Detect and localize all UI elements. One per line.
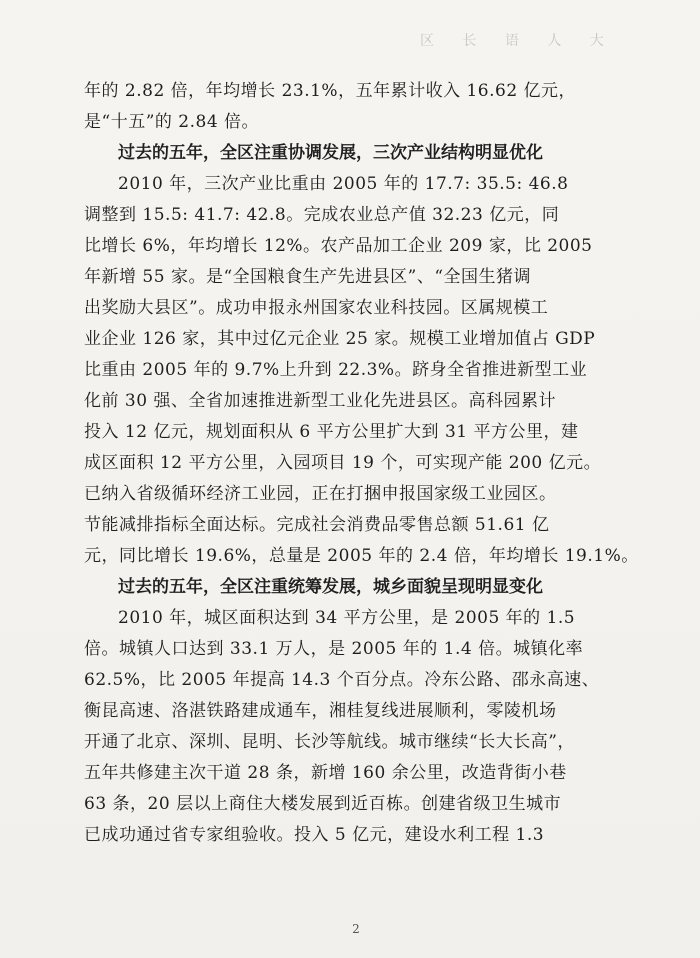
paragraph-industry-structure [84, 138, 640, 572]
text-line: 已纳入省级循环经济工业园，正在打捆申报国家级工业园区。 [84, 484, 557, 504]
text-line: 比增长 6%，年均增长 12%。农产品加工企业 209 家，比 2005 [84, 236, 593, 256]
text-line: 倍。城镇人口达到 33.1 万人，是 2005 年的 1.4 倍。城镇化率 [84, 639, 584, 659]
text-line: 调整到 15.5: 41.7: 42.8。完成农业总产值 32.23 亿元，同 [84, 205, 560, 225]
text-line: 元，同比增长 19.6%，总量是 2005 年的 2.4 倍，年均增长 19.1%。 [84, 546, 639, 566]
text-line: 63 条，20 层以上商住大楼发展到近百栋。创建省级卫生城市 [84, 794, 562, 814]
text-line: 成区面积 12 平方公里，入园项目 19 个，可实现产能 200 亿元。 [84, 453, 602, 473]
page-body [84, 76, 640, 851]
text-line: 62.5%，比 2005 年提高 14.3 个百分点。冷东公路、邵永高速、 [84, 670, 600, 690]
text-line: 2010 年，城区面积达到 34 平方公里，是 2005 年的 1.5 [118, 608, 576, 628]
paragraph-continuation [84, 76, 640, 138]
paragraph-urban-rural [84, 572, 640, 851]
text-line: 开通了北京、深圳、昆明、长沙等航线。城市继续“长大长高”， [84, 732, 575, 752]
text-line: 五年共修建主次干道 28 条，新增 160 余公里，改造背街小巷 [84, 763, 567, 783]
text-line: 2010 年，三次产业比重由 2005 年的 17.7: 35.5: 46.8 [118, 174, 569, 194]
text-line: 年新增 55 家。是“全国粮食生产先进县区”、“全国生猪调 [84, 267, 532, 287]
text-line: 衡昆高速、洛湛铁路建成通车，湘桂复线进展顺利，零陵机场 [84, 701, 557, 721]
text-line: 比重由 2005 年的 9.7%上升到 22.3%。跻身全省推进新型工业 [84, 360, 588, 380]
text-line: 出奖励大县区”。成功申报永州国家农业科技园。区属规模工 [84, 298, 549, 318]
text-line: 是“十五”的 2.84 倍。 [84, 112, 260, 132]
section-heading: 过去的五年，全区注重统筹发展，城乡面貌呈现明显变化 [118, 577, 543, 597]
text-line: 业企业 126 家，其中过亿元企业 25 家。规模工业增加值占 GDP [84, 329, 596, 349]
text-line: 投入 12 亿元，规划面积从 6 平方公里扩大到 31 平方公里，建 [84, 422, 579, 442]
text-line: 化前 30 强、全省加速推进新型工业化先进县区。高科园累计 [84, 391, 556, 411]
faint-header-bleedthrough: 区 长 语 人 大 [420, 33, 616, 49]
section-heading: 过去的五年，全区注重协调发展，三次产业结构明显优化 [118, 143, 543, 163]
page-number: 2 [352, 922, 360, 936]
text-line: 已成功通过省专家组验收。投入 5 亿元，建设水利工程 1.3 [84, 825, 545, 845]
text-line: 节能减排指标全面达标。完成社会消费品零售总额 51.61 亿 [84, 515, 550, 535]
text-line: 年的 2.82 倍，年均增长 23.1%，五年累计收入 16.62 亿元， [84, 81, 577, 101]
